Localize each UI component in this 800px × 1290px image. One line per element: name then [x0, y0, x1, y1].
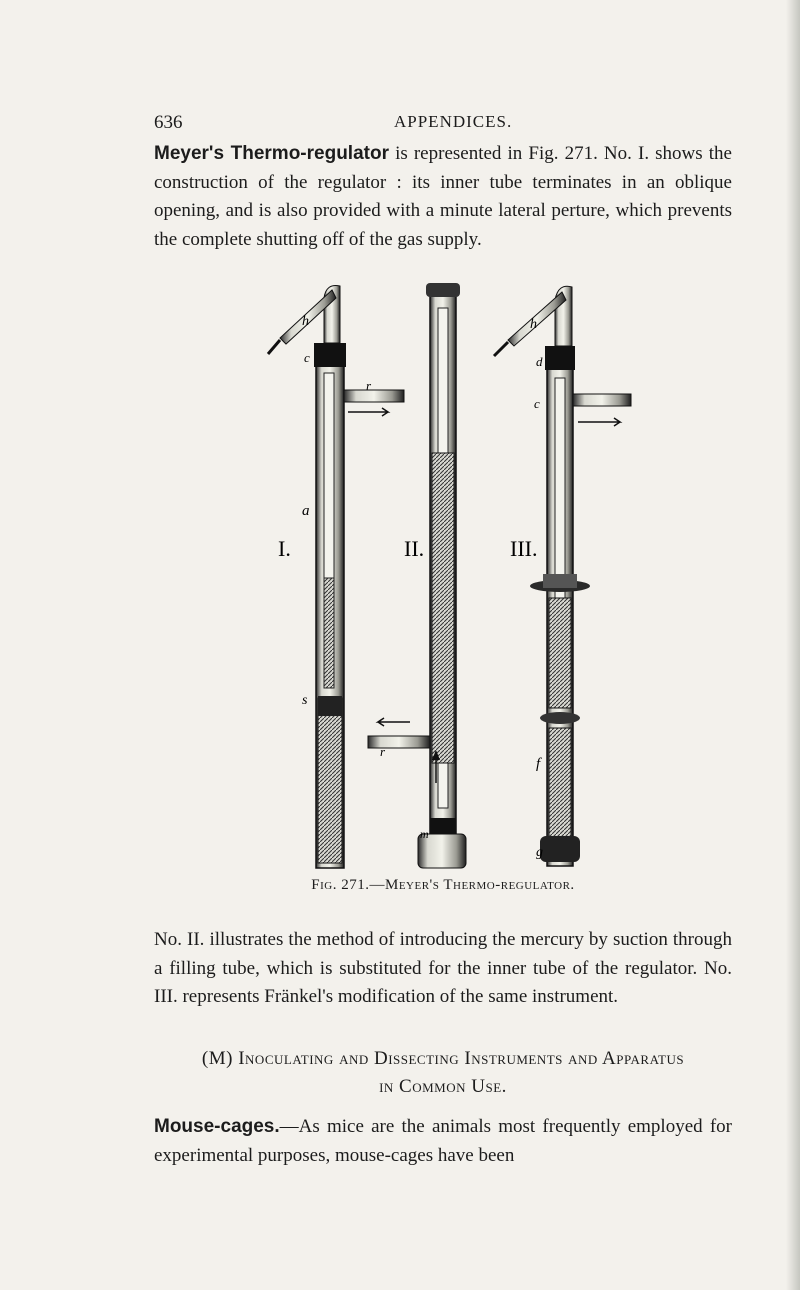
page-number: 636 — [154, 112, 183, 133]
filling-top-cap — [426, 283, 460, 297]
label-r-two: r — [380, 744, 386, 759]
section-heading — [154, 1045, 732, 1101]
mercury-reservoir — [318, 698, 342, 863]
label-h-three: h — [530, 317, 537, 332]
frankel-side-outlet — [573, 394, 631, 406]
frankel-base — [540, 836, 580, 862]
label-c-three: c — [534, 396, 540, 411]
frankel-cork — [545, 346, 575, 370]
frankel-inlet-tip — [494, 342, 508, 356]
figure-caption: Fig. 271.—Meyer's Thermo-regulator. — [311, 877, 575, 893]
roman-numeral-three: III. — [510, 536, 538, 561]
frankel-joint — [540, 712, 580, 724]
label-s: s — [302, 693, 308, 708]
frankel-flow-arrow — [578, 418, 620, 426]
label-c: c — [304, 350, 310, 365]
figure-271 — [240, 278, 640, 873]
running-head: APPENDICES. — [394, 112, 513, 131]
flow-arrow — [348, 408, 388, 416]
paragraph-body: is represented in Fig. 271. No. I. shows the construction of the regulator : its inner tube terminates in an oblique opening, and is also provided with a minute lateral perture, which prevents the complete shutting off of the gas supply. — [154, 143, 732, 250]
thermo-regulator-illustration — [240, 278, 640, 873]
paragraph-lead-term: Meyer's Thermo-regulator — [154, 143, 389, 164]
frankel-mercury-upper — [549, 598, 571, 708]
frankel-mercury-lower — [549, 728, 571, 838]
suction-arrow — [378, 718, 410, 726]
suction-side-tube — [368, 736, 430, 748]
roman-numeral-one: I. — [278, 536, 291, 561]
regulator-three — [494, 286, 631, 866]
filling-cork — [430, 818, 456, 834]
paragraph-lead-term: Mouse-cages. — [154, 1116, 280, 1137]
label-h: h — [302, 314, 309, 329]
roman-numeral-two: II. — [404, 536, 425, 561]
paragraph-body: —As mice are the animals most frequently employed for experimental purposes, mouse-cages have been — [154, 1116, 732, 1166]
label-g: g — [536, 845, 543, 860]
inner-tube-mercury — [324, 578, 334, 688]
page-edge-shadow — [786, 0, 800, 1290]
label-m: m — [420, 827, 429, 841]
regulator-two — [368, 283, 466, 868]
paragraph-mouse-cages — [154, 1113, 732, 1170]
filling-mercury — [432, 453, 454, 763]
side-outlet-tube — [344, 390, 404, 402]
paragraph-fill-method: No. II. illustrates the method of introducing the mercury by suction through a filling tube, which is substituted for the inner tube of the regulator. No. III. represents Fränkel's modification of the same instrument. — [154, 929, 732, 1007]
paragraph-thermo-regulator — [154, 140, 732, 254]
inlet-tip — [268, 340, 280, 354]
regulator-one — [268, 286, 404, 869]
label-d: d — [536, 354, 543, 369]
frankel-collar-band — [543, 574, 577, 588]
section-heading-line2: in Common Use. — [379, 1076, 507, 1097]
cork-stopper — [314, 343, 346, 367]
label-f: f — [536, 756, 541, 772]
label-a: a — [302, 503, 310, 519]
mercury-level — [318, 696, 342, 716]
label-r: r — [366, 378, 372, 393]
section-heading-line1: (M) Inoculating and Dissecting Instruments and Apparatus — [201, 1048, 685, 1069]
